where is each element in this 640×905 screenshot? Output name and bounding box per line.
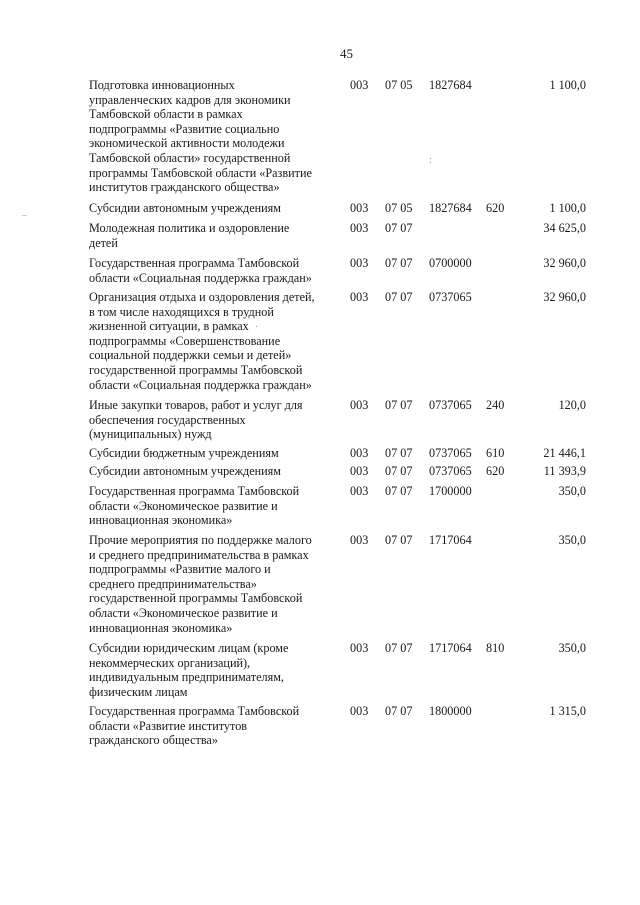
- amount: 350,0: [558, 533, 586, 547]
- amount: 32 960,0: [543, 290, 586, 304]
- target-code: 1827684: [429, 78, 472, 92]
- expense-type-code: 620: [486, 464, 505, 478]
- amount: 120,0: [558, 398, 586, 412]
- row-name-line: Субсидии автономным учреждениям: [89, 464, 281, 478]
- row-name-line: государственной программы Тамбовской: [89, 591, 303, 606]
- page-number: 45: [340, 46, 353, 61]
- ministry-code: 003: [350, 446, 369, 460]
- expense-type-code: 620: [486, 201, 505, 215]
- row-name-line: Государственная программа Тамбовской: [89, 704, 300, 718]
- row-name: [89, 484, 329, 528]
- row-name-line: обеспечения государственных: [89, 412, 246, 427]
- row-name: [89, 221, 329, 250]
- scan-mark: ·: [255, 322, 259, 333]
- row-name-line: Организация отдыха и оздоровления детей,: [89, 290, 315, 304]
- ministry-code: 003: [350, 201, 369, 215]
- target-code: 1717064: [429, 533, 472, 547]
- section-code: 07 07: [385, 641, 413, 655]
- row-name: [89, 398, 329, 442]
- amount: 1 100,0: [549, 201, 586, 215]
- row-name-line: управленческих кадров для экономики: [89, 92, 291, 107]
- section-code: 07 07: [385, 484, 413, 498]
- row-name-line: экономической активности молодежи: [89, 136, 285, 151]
- row-name-line: области «Социальная поддержка граждан»: [89, 377, 312, 392]
- row-name-line: детей: [89, 235, 118, 250]
- row-name-line: области «Развитие институтов: [89, 718, 248, 733]
- expense-type-code: 240: [486, 398, 505, 412]
- row-name-line: в том числе находящихся в трудной: [89, 304, 274, 319]
- amount: 34 625,0: [543, 221, 586, 235]
- amount: 11 393,9: [543, 464, 586, 478]
- row-name-line: Молодежная политика и оздоровление: [89, 221, 290, 235]
- ministry-code: 003: [350, 704, 369, 718]
- row-name-line: государственной программы Тамбовской: [89, 362, 303, 377]
- row-name: [89, 290, 329, 392]
- row-name-line: Субсидии автономным учреждениям: [89, 201, 281, 215]
- row-name-line: и среднего предпринимательства в рамках: [89, 547, 309, 562]
- target-code: 1717064: [429, 641, 472, 655]
- row-name-line: Государственная программа Тамбовской: [89, 484, 300, 498]
- row-name-line: инновационная экономика»: [89, 620, 233, 635]
- amount: 1 315,0: [549, 704, 586, 718]
- target-code: 1800000: [429, 704, 472, 718]
- section-code: 07 07: [385, 290, 413, 304]
- row-name-line: жизненной ситуации, в рамках: [89, 319, 249, 334]
- row-name-line: гражданского общества»: [89, 733, 218, 748]
- amount: 21 446,1: [543, 446, 586, 460]
- scan-mark: :: [429, 155, 432, 166]
- row-name-line: области «Экономическое развитие и: [89, 498, 278, 513]
- section-code: 07 07: [385, 533, 413, 547]
- row-name-line: Тамбовской области» государственной: [89, 150, 291, 165]
- row-name-line: подпрограммы «Развитие малого и: [89, 562, 271, 577]
- row-name: [89, 533, 329, 635]
- section-code: 07 07: [385, 221, 413, 235]
- scan-mark: –: [22, 210, 27, 221]
- row-name-line: институтов гражданского общества»: [89, 180, 280, 195]
- target-code: 1827684: [429, 201, 472, 215]
- row-name: [89, 78, 329, 195]
- ministry-code: 003: [350, 221, 369, 235]
- row-name-line: Субсидии юридическим лицам (кроме: [89, 641, 289, 655]
- row-name-line: некоммерческих организаций),: [89, 655, 251, 670]
- ministry-code: 003: [350, 464, 369, 478]
- row-name: [89, 641, 329, 699]
- target-code: 0700000: [429, 256, 472, 270]
- row-name-line: области «Экономическое развитие и: [89, 605, 278, 620]
- row-name-line: (муниципальных) нужд: [89, 427, 212, 442]
- row-name-line: индивидуальным предпринимателям,: [89, 670, 284, 685]
- row-name-line: социальной поддержки семьи и детей»: [89, 348, 292, 363]
- row-name: [89, 256, 329, 285]
- row-name-line: Иные закупки товаров, работ и услуг для: [89, 398, 303, 412]
- row-name-line: области «Социальная поддержка граждан»: [89, 270, 312, 285]
- ministry-code: 003: [350, 78, 369, 92]
- ministry-code: 003: [350, 290, 369, 304]
- target-code: 0737065: [429, 290, 472, 304]
- amount: 350,0: [558, 641, 586, 655]
- row-name: [89, 704, 329, 748]
- section-code: 07 07: [385, 398, 413, 412]
- target-code: 0737065: [429, 464, 472, 478]
- ministry-code: 003: [350, 398, 369, 412]
- section-code: 07 05: [385, 201, 413, 215]
- section-code: 07 07: [385, 256, 413, 270]
- ministry-code: 003: [350, 256, 369, 270]
- row-name: [89, 446, 329, 461]
- ministry-code: 003: [350, 484, 369, 498]
- amount: 32 960,0: [543, 256, 586, 270]
- row-name-line: Подготовка инновационных: [89, 78, 235, 92]
- ministry-code: 003: [350, 641, 369, 655]
- row-name: [89, 201, 329, 216]
- row-name-line: среднего предпринимательства»: [89, 576, 257, 591]
- expense-type-code: 610: [486, 446, 505, 460]
- row-name-line: подпрограммы «Развитие социально: [89, 121, 280, 136]
- amount: 350,0: [558, 484, 586, 498]
- amount: 1 100,0: [549, 78, 586, 92]
- row-name: [89, 464, 329, 479]
- section-code: 07 07: [385, 704, 413, 718]
- target-code: 0737065: [429, 446, 472, 460]
- expense-type-code: 810: [486, 641, 505, 655]
- section-code: 07 05: [385, 78, 413, 92]
- target-code: 0737065: [429, 398, 472, 412]
- row-name-line: Субсидии бюджетным учреждениям: [89, 446, 279, 460]
- row-name-line: Прочие мероприятия по поддержке малого: [89, 533, 312, 547]
- target-code: 1700000: [429, 484, 472, 498]
- section-code: 07 07: [385, 464, 413, 478]
- ministry-code: 003: [350, 533, 369, 547]
- row-name-line: программы Тамбовской области «Развитие: [89, 165, 312, 180]
- row-name-line: физическим лицам: [89, 684, 188, 699]
- row-name-line: Тамбовской области в рамках: [89, 107, 243, 122]
- row-name-line: инновационная экономика»: [89, 513, 233, 528]
- section-code: 07 07: [385, 446, 413, 460]
- row-name-line: подпрограммы «Совершенствование: [89, 333, 281, 348]
- row-name-line: Государственная программа Тамбовской: [89, 256, 300, 270]
